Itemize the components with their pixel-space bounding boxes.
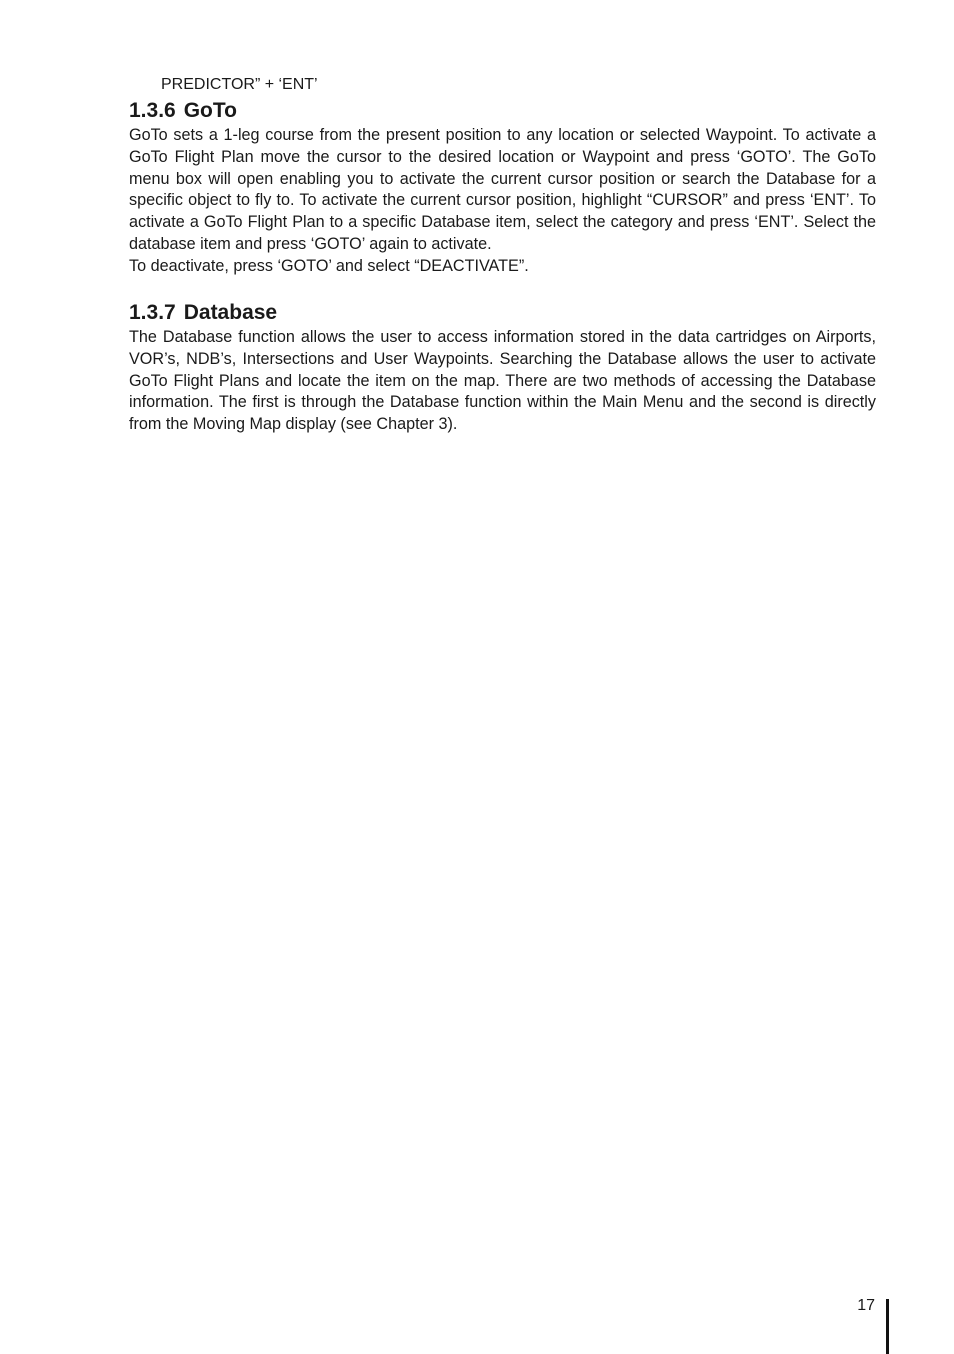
section-database xyxy=(129,299,876,436)
section-title: GoTo xyxy=(183,99,237,122)
section-number: 1.3.7 xyxy=(129,301,176,324)
goto-paragraph: GoTo sets a 1-leg course from the present position to any location or selected Waypoint. To activate a GoTo Flight Plan move the cursor to the desired location or Waypoint and press ‘GOTO’. The GoTo menu box will open enabling you to activate the current cursor position or search the Database for a specific object to fly to. To activate the current cursor position, highlight “CURSOR” and press ‘ENT’. To activate a GoTo Flight Plan to a specific Database item, select the category and press ‘ENT’. Select the database item and press ‘GOTO’ again to activate. xyxy=(129,126,876,253)
page-edge-bar xyxy=(886,1299,889,1354)
continuation-text: PREDICTOR” + ‘ENT’ xyxy=(161,76,318,93)
page-number: 17 xyxy=(857,1297,875,1314)
section-heading-database xyxy=(129,299,876,327)
database-paragraph: The Database function allows the user to access information stored in the data cartridges on Airports, VOR’s, NDB’s, Intersections and User Waypoints. Searching the Database allows the user to activate GoTo Flight Plans and locate the item on the map. There are two methods of accessing the Database information. The first is through the Database function within the Main Menu and the second is directly from the Moving Map display (see Chapter 3). xyxy=(129,328,876,434)
section-goto xyxy=(129,97,876,278)
goto-deactivate-paragraph: To deactivate, press ‘GOTO’ and select “DEACTIVATE”. xyxy=(129,256,529,275)
section-title: Database xyxy=(183,301,278,324)
section-number: 1.3.6 xyxy=(129,99,176,122)
section-heading-goto xyxy=(129,97,876,125)
